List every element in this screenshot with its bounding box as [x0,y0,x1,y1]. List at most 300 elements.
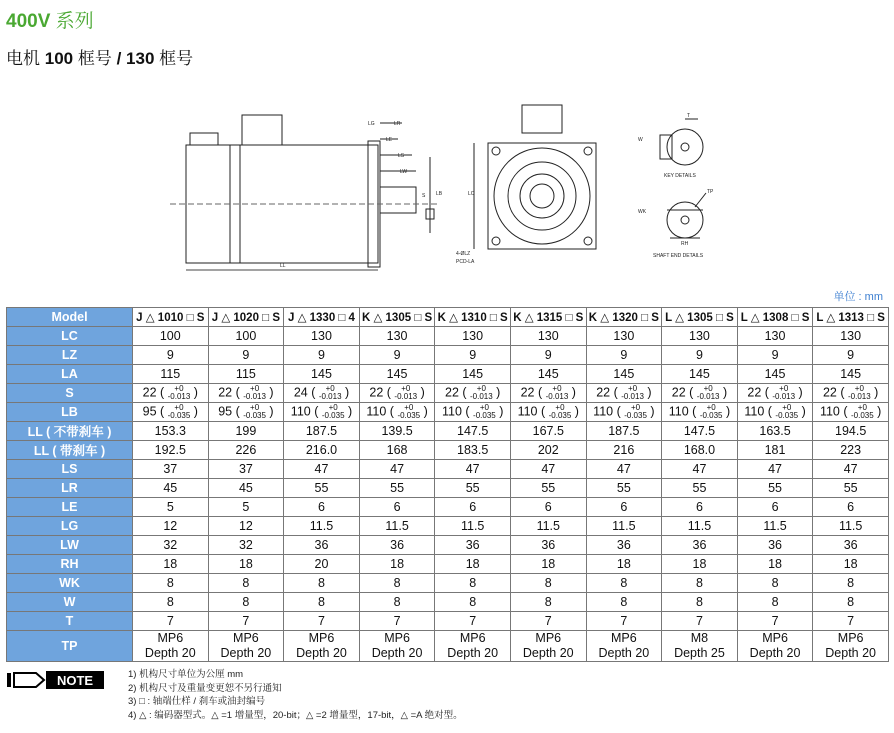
row-label: S [7,384,133,403]
spec-cell: 18 [435,555,511,574]
tolerance [470,385,493,401]
spec-cell: 130 [435,327,511,346]
spec-cell: 22 ( +0 -0.013 ) [737,384,813,403]
spec-cell: 187.5 [284,422,360,441]
spec-cell: 145 [586,365,662,384]
tolerance-lower: -0.013 [394,392,418,401]
spec-cell: 9 [813,346,889,365]
label-shaft-end: SHAFT END DETAILS [653,253,704,259]
cell-value: 22 [671,385,686,400]
spec-cell: 36 [359,536,435,555]
spec-cell: 130 [284,327,360,346]
spec-cell: 55 [662,479,738,498]
spec-cell: 7 [813,612,889,631]
tp-cell [133,631,209,662]
tolerance-upper: +0 [857,403,867,412]
label-ls: LS [398,153,405,159]
spec-cell: 110 ( +0 -0.035 ) [662,403,738,422]
tp-cell [813,631,889,662]
spec-cell: 9 [586,346,662,365]
shaft-labels [638,113,714,259]
tolerance-upper: +0 [631,403,641,412]
spec-cell: 7 [284,612,360,631]
spec-cell: 168.0 [662,441,738,460]
tp-thread: MP6 [837,631,864,645]
row-label: T [7,612,133,631]
spec-cell: 22 ( +0 -0.013 ) [662,384,738,403]
spec-cell: 11.5 [586,517,662,536]
front-view [474,105,596,249]
spec-cell: 145 [737,365,813,384]
tolerance-lower: -0.013 [470,392,493,401]
spec-cell: 8 [133,593,209,612]
spec-cell: 47 [284,460,360,479]
tolerance-lower: -0.013 [847,392,871,401]
spec-cell: 22 ( +0 -0.013 ) [586,384,662,403]
spec-cell: 6 [510,498,586,517]
spec-cell: 55 [737,479,813,498]
spec-cell: 5 [208,498,284,517]
motor-drawing-svg [150,95,730,275]
label-lz: 4-ØLZ [456,251,471,257]
model-cell: J △ 1330 □ 4 [284,308,360,327]
tolerance-lower: -0.013 [243,392,266,401]
spec-cell: 9 [208,346,284,365]
tolerance [851,404,874,420]
tp-depth: Depth 25 [674,646,725,660]
spec-cell: 18 [813,555,889,574]
tp-depth: Depth 20 [825,646,876,660]
spec-cell: 8 [359,574,435,593]
label-lc: LC [468,191,475,197]
spec-body [7,327,889,662]
tolerance [394,385,417,401]
note-badge [6,670,106,690]
spec-cell: 8 [208,574,284,593]
spec-cell: 18 [359,555,435,574]
label-tp: TP [707,189,714,195]
note-line: 4) △ : 编码器型式。△ =1 增量型，20-bit；△ =2 增量型，17-bit，△ =A 绝对型。 [128,709,463,721]
cell-value: 22 [596,385,611,400]
tolerance [473,404,496,420]
spec-cell: 7 [359,612,435,631]
spec-row [7,403,889,422]
spec-cell: 110 ( +0 -0.035 ) [359,403,435,422]
spec-cell: 6 [737,498,813,517]
spec-cell: 9 [359,346,435,365]
spec-cell: 183.5 [435,441,511,460]
spec-row [7,365,889,384]
spec-cell: 168 [359,441,435,460]
spec-cell: 36 [662,536,738,555]
spec-cell: 12 [208,517,284,536]
model-cell: K △ 1320 □ S [586,308,662,327]
spec-cell: 8 [813,574,889,593]
series-title [6,6,94,33]
spec-cell: 22 ( +0 -0.013 ) [359,384,435,403]
spec-cell: 6 [586,498,662,517]
spec-cell: 7 [435,612,511,631]
cell-value: 95 [218,404,233,419]
tp-depth: Depth 20 [220,646,272,660]
tolerance-upper: +0 [174,384,184,393]
note-line: 1) 机构尺寸单位为公厘 mm [128,669,244,680]
side-shaft [380,187,416,213]
spec-cell: 199 [208,422,284,441]
frame-subtitle [6,44,193,69]
tolerance-upper: +0 [325,384,335,393]
tp-depth: Depth 20 [749,646,801,660]
spec-cell: 9 [510,346,586,365]
spec-row [7,593,889,612]
tp-cell [510,631,586,662]
series-model: 400V [6,11,51,32]
tolerance [319,385,342,401]
spec-cell: 12 [133,517,209,536]
tp-depth: Depth 20 [144,646,196,660]
tolerance-lower: -0.035 [243,411,266,420]
row-label: TP [7,631,133,662]
spec-cell: 145 [662,365,738,384]
spec-cell: 45 [133,479,209,498]
model-cell: J △ 1010 □ S [133,308,209,327]
spec-cell: 216 [586,441,662,460]
tolerance-lower: -0.013 [696,392,720,401]
model-cell: K △ 1315 □ S [510,308,586,327]
label-lg: LG [368,121,375,127]
cell-value: 95 [142,404,157,419]
spec-cell: 36 [510,536,586,555]
tolerance [697,385,720,401]
spec-cell: 7 [133,612,209,631]
model-cell: L △ 1308 □ S [737,308,813,327]
tp-cell [586,631,662,662]
model-header-row [7,308,889,327]
row-label: LB [7,403,133,422]
spec-cell: 22 ( +0 -0.013 ) [813,384,889,403]
tolerance [775,404,798,420]
spec-cell: 145 [359,365,435,384]
spec-cell: 47 [813,460,889,479]
row-label: W [7,593,133,612]
spec-cell: 130 [813,327,889,346]
spec-cell: 6 [359,498,435,517]
spec-cell: 8 [284,574,360,593]
cell-value: 110 [819,404,840,419]
spec-cell: 8 [737,593,813,612]
spec-cell: 187.5 [586,422,662,441]
tolerance-upper: +0 [250,384,260,393]
row-label: LC [7,327,133,346]
spec-cell: 8 [813,593,889,612]
model-cell: L △ 1305 □ S [662,308,738,327]
model-cell: J △ 1020 □ S [208,308,284,327]
spec-cell: 7 [737,612,813,631]
tp-thread: MP6 [762,631,788,645]
spec-cell: 110 ( +0 -0.035 ) [737,403,813,422]
spec-cell: 47 [435,460,511,479]
label-s: S [422,193,426,199]
label-lw: LW [400,169,408,175]
spec-cell: 147.5 [662,422,738,441]
tolerance-upper: +0 [706,403,716,412]
spec-row [7,441,889,460]
tolerance-upper: +0 [174,403,184,412]
spec-cell: 110 ( +0 -0.035 ) [510,403,586,422]
tolerance [621,385,644,401]
spec-cell: 36 [284,536,360,555]
spec-row [7,612,889,631]
tolerance-lower: -0.035 [548,411,572,420]
tolerance [243,404,266,420]
tp-depth: Depth 20 [447,646,499,660]
tolerance [546,385,569,401]
spec-cell: 110 ( +0 -0.035 ) [586,403,662,422]
tolerance-upper: +0 [627,384,638,393]
spec-cell: 163.5 [737,422,813,441]
spec-cell: 95 ( +0 -0.035 ) [208,403,284,422]
tolerance [848,385,871,401]
label-t: T [687,113,691,119]
tp-cell [208,631,284,662]
cell-value: 110 [366,404,387,419]
cell-value: 24 [293,385,308,400]
spec-cell: 22 ( +0 -0.013 ) [208,384,284,403]
tolerance-lower: -0.035 [167,411,191,420]
tolerance-lower: -0.035 [624,411,647,420]
tp-thread: MP6 [611,631,637,645]
spec-row [7,327,889,346]
side-connector-left [190,133,218,145]
tolerance-upper: +0 [552,384,562,393]
tolerance [322,404,345,420]
tolerance-upper: +0 [250,403,260,412]
tolerance [243,385,266,401]
slash: / [116,49,122,68]
spec-cell: 6 [813,498,889,517]
row-label: LG [7,517,133,536]
row-label: LA [7,365,133,384]
tolerance-upper: +0 [479,403,489,412]
tolerance-lower: -0.013 [545,392,569,401]
spec-cell: 47 [737,460,813,479]
tolerance-upper: +0 [703,384,713,393]
spec-row [7,422,889,441]
label-pcd: PCD-LA [456,259,475,265]
spec-cell: 6 [662,498,738,517]
spec-cell: 32 [133,536,209,555]
spec-cell: 18 [510,555,586,574]
spec-cell: 115 [208,365,284,384]
spec-cell: 8 [662,574,738,593]
tp-thread: MP6 [535,631,562,645]
label-ll: LL [280,263,286,269]
spec-cell: 22 ( +0 -0.013 ) [133,384,209,403]
spec-cell: 11.5 [435,517,511,536]
subtitle-prefix: 电机 [6,49,40,68]
spec-cell: 55 [435,479,511,498]
motor-drawings [150,95,730,275]
tolerance-upper: +0 [401,384,411,393]
tp-thread: MP6 [157,631,184,645]
spec-cell: 8 [359,593,435,612]
spec-cell: 55 [813,479,889,498]
spec-cell: 223 [813,441,889,460]
spec-cell: 6 [435,498,511,517]
spec-row [7,536,889,555]
spec-row [7,498,889,517]
spec-cell: 130 [737,327,813,346]
tolerance-lower: -0.035 [321,411,345,420]
spec-cell: 192.5 [133,441,209,460]
spec-cell: 8 [737,574,813,593]
spec-cell: 24 ( +0 -0.013 ) [284,384,360,403]
tolerance-upper: +0 [555,403,565,412]
spec-cell: 22 ( +0 -0.013 ) [435,384,511,403]
spec-cell: 11.5 [662,517,738,536]
spec-cell: 45 [208,479,284,498]
label-lb: LB [436,191,443,197]
spec-cell: 55 [284,479,360,498]
cell-value: 22 [747,385,762,400]
tp-thread: M8 [690,631,709,645]
spec-cell: 130 [662,327,738,346]
spec-cell: 55 [359,479,435,498]
spec-cell: 145 [813,365,889,384]
spec-cell: 8 [284,593,360,612]
side-connector-right [242,115,282,145]
cell-value: 110 [744,404,765,419]
cell-value: 110 [517,404,538,419]
spec-cell: 47 [662,460,738,479]
tp-depth: Depth 20 [296,646,347,660]
spec-cell: 11.5 [359,517,435,536]
label-rh: RH [681,241,689,247]
spec-row [7,517,889,536]
spec-cell: 181 [737,441,813,460]
spec-cell: 11.5 [284,517,360,536]
tolerance-lower: -0.035 [699,411,723,420]
tolerance-upper: +0 [404,403,414,412]
spec-cell: 100 [208,327,284,346]
spec-cell: 36 [813,536,889,555]
cell-value: 110 [668,404,689,419]
spec-cell: 7 [208,612,284,631]
spec-cell: 7 [510,612,586,631]
frame-word-1: 框号 [77,49,112,68]
label-key-details: KEY DETAILS [664,173,696,179]
spec-cell: 145 [435,365,511,384]
front-flange [488,143,596,249]
spec-cell: 18 [737,555,813,574]
spec-cell: 36 [737,536,813,555]
spec-row [7,555,889,574]
tolerance-lower: -0.013 [772,392,796,401]
row-label: WK [7,574,133,593]
spec-cell: 11.5 [510,517,586,536]
tp-depth: Depth 20 [598,646,650,660]
cell-value: 110 [441,404,462,419]
row-label: RH [7,555,133,574]
spec-cell: 8 [510,593,586,612]
spec-cell: 37 [133,460,209,479]
row-label: LZ [7,346,133,365]
row-label: LE [7,498,133,517]
spec-cell: 18 [208,555,284,574]
tp-row [7,631,889,662]
spec-cell: 8 [435,593,511,612]
spec-cell: 9 [662,346,738,365]
spec-cell: 115 [133,365,209,384]
cell-value: 22 [445,385,459,400]
spec-table [6,307,889,662]
spec-cell: 9 [737,346,813,365]
spec-cell: 226 [208,441,284,460]
front-labels [456,191,475,265]
tolerance [168,404,191,420]
model-cell: K △ 1310 □ S [435,308,511,327]
spec-cell: 8 [586,593,662,612]
spec-cell: 130 [586,327,662,346]
spec-cell: 167.5 [510,422,586,441]
spec-cell: 22 ( +0 -0.013 ) [510,384,586,403]
spec-cell: 55 [586,479,662,498]
spec-cell: 47 [586,460,662,479]
tolerance-upper: +0 [779,384,789,393]
note-badge-text: NOTE [56,673,94,688]
row-label: LL ( 不带刹车 ) [7,422,133,441]
tolerance-lower: -0.013 [318,392,342,401]
tp-thread: MP6 [233,631,259,645]
tp-cell [435,631,511,662]
tolerance-upper: +0 [328,403,338,412]
spec-cell: 130 [510,327,586,346]
cell-value: 110 [593,404,614,419]
tolerance [700,404,723,420]
tp-depth: Depth 20 [371,646,423,660]
tp-cell [359,631,435,662]
cell-value: 22 [520,385,535,400]
label-le: LE [386,137,393,143]
spec-cell: 110 ( +0 -0.035 ) [813,403,889,422]
tolerance-upper: +0 [782,403,792,412]
tolerance-lower: -0.035 [775,411,799,420]
spec-cell: 36 [586,536,662,555]
cell-value: 110 [290,404,311,419]
spec-cell: 32 [208,536,284,555]
spec-cell: 216.0 [284,441,360,460]
model-header: Model [7,308,133,327]
row-label: LR [7,479,133,498]
tolerance [168,385,191,401]
row-label: LL ( 带刹车 ) [7,441,133,460]
cell-value: 22 [218,385,233,400]
spec-cell: 37 [208,460,284,479]
tolerance-lower: -0.013 [167,392,191,401]
spec-cell: 145 [284,365,360,384]
tp-depth: Depth 20 [522,646,574,660]
tolerance-lower: -0.035 [473,411,496,420]
spec-cell: 18 [133,555,209,574]
frame-130: 130 [126,49,155,68]
spec-cell: 9 [435,346,511,365]
spec-row [7,479,889,498]
spec-cell: 11.5 [737,517,813,536]
spec-cell: 8 [510,574,586,593]
spec-cell: 8 [133,574,209,593]
spec-cell: 18 [586,555,662,574]
model-cell: K △ 1305 □ S [359,308,435,327]
